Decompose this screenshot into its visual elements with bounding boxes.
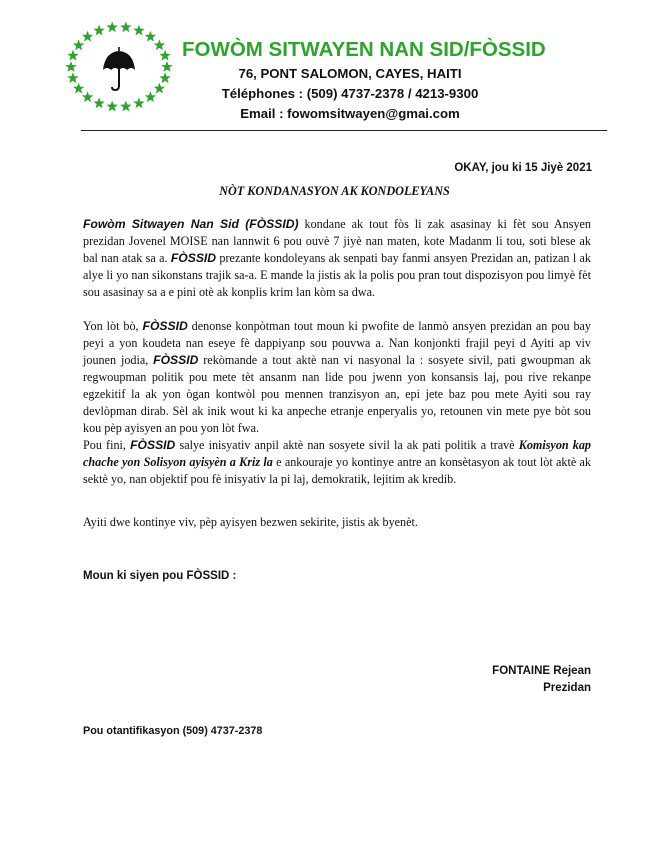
star-icon <box>67 50 78 61</box>
star-icon <box>145 31 156 42</box>
star-icon <box>120 21 131 32</box>
star-icon <box>120 101 131 112</box>
star-icon <box>161 61 172 72</box>
fossid-name: FÒSSID <box>153 353 199 367</box>
paragraph-3: Pou fini, FÒSSID salye inisyativ anpil aktè nan sosyete sivil la ak pati politik a travè Komisyon kap chache yon Solisyon ayisyèn a Kriz la e ankouraje yo kontinye antre an konsètasyon ak tout lòt aktè ak sektè yo, nan objektif pou fè inisyativ la pi laj, demokratik, lejitim ak kredib. <box>83 438 592 486</box>
header-divider <box>81 130 607 131</box>
fossid-name: FÒSSID <box>130 438 176 452</box>
fossid-name: FÒSSID <box>142 319 188 333</box>
org-name-italic: Fowòm Sitwayen Nan Sid (FÒSSID) <box>83 217 299 231</box>
star-icon <box>82 31 93 42</box>
umbrella-icon <box>103 47 135 90</box>
star-icon <box>133 25 144 36</box>
umbrella-in-star-ring-icon <box>62 18 180 114</box>
fossid-name: FÒSSID <box>170 251 217 265</box>
star-icon <box>159 72 170 83</box>
star-icon <box>133 97 144 108</box>
star-icon <box>159 50 170 61</box>
star-icon <box>106 21 117 32</box>
star-icon <box>82 91 93 102</box>
star-icon <box>145 91 156 102</box>
signature-block <box>492 663 591 697</box>
star-icon <box>93 97 104 108</box>
signer-title: Prezidan <box>543 682 591 694</box>
star-icon <box>93 25 104 36</box>
organization-name: FOWÒM SITWAYEN NAN SID/FÒSSID <box>182 38 546 61</box>
letter-date: OKAY, jou ki 15 Jiyè 2021 <box>454 162 592 174</box>
paragraph-2: Yon lòt bò, FÒSSID denonse konpòtman tout moun ki pwofite de lanmò ansyen prezidan an pou bay peyi a yon koudeta nan eseye fè dappiyanp sou pouvwa a. Nan konjonkti frajil peyi d Ayiti ap viv jounen jodia, FÒSSID rekòmande a tout aktè nan vi nasyonal la : sosyete sivil, pati gwoupman ak regwoupman politik pou mete tèt ansanm nan lide pou jwenn yon konsansis laj, pou rive rekanpe egzekitif la ak yon ògan kontwòl pou mennen tranzisyon an, epi jete baz pou mete Ayiti sou ray devlòpman dirab. Sèl ak inik wout ki ka anpeche etranje enperyalis yo, retounen vin mete pye bòt sou kou pèp ayisyen an pou yon lòt fwa. <box>83 319 592 435</box>
phone-numbers: Téléphones : (509) 4737-2378 / 4213-9300 <box>221 86 479 101</box>
star-icon <box>73 39 84 50</box>
star-icon <box>154 39 165 50</box>
signatory-label: Moun ki siyen pou FÒSSID : <box>83 570 237 582</box>
star-icon <box>73 83 84 94</box>
paragraph-4: Ayiti dwe kontinye viv, pèp ayisyen bezwen sekirite, jistis ak byenèt. <box>83 515 418 529</box>
address: 76, PONT SALOMON, CAYES, HAITI <box>238 66 462 81</box>
star-icon <box>65 61 76 72</box>
star-icon <box>106 101 117 112</box>
commission-name: Komisyon kap chache yon Solisyon ayisyèn a Kriz la <box>83 438 592 469</box>
header-contact-block <box>180 64 520 124</box>
star-icon <box>67 72 78 83</box>
paragraph-1: Fowòm Sitwayen Nan Sid (FÒSSID) kondane ak tout fòs li zak asasinay ki fèt sou Ansyen prezidan Jovenel MOISE nan lannwit 6 pou ouvè 7 jiyè nan maten, kote Madanm li tou, soti blese ak bal nan atak sa a. FÒSSID prezante kondoleyans ak senpati bay fanmi ansyen Prezidan an, patizan l ak alye li yo nan sikonstans trajik sa-a. E mande la jistis ak la polis pou pran tout dispozisyon pou limyè fèt sou asasinay sa a e pini otè ak konplis krim lan kòm sa dwa. <box>83 217 591 299</box>
star-icon <box>154 83 165 94</box>
signer-name: FONTAINE Rejean <box>492 665 591 677</box>
authentication-footer: Pou otantifikasyon (509) 4737-2378 <box>83 725 263 737</box>
letter-title: NÒT KONDANASYON AK KONDOLEYANS <box>219 184 450 198</box>
email-address: Email : fowomsitwayen@gmai.com <box>240 106 460 121</box>
